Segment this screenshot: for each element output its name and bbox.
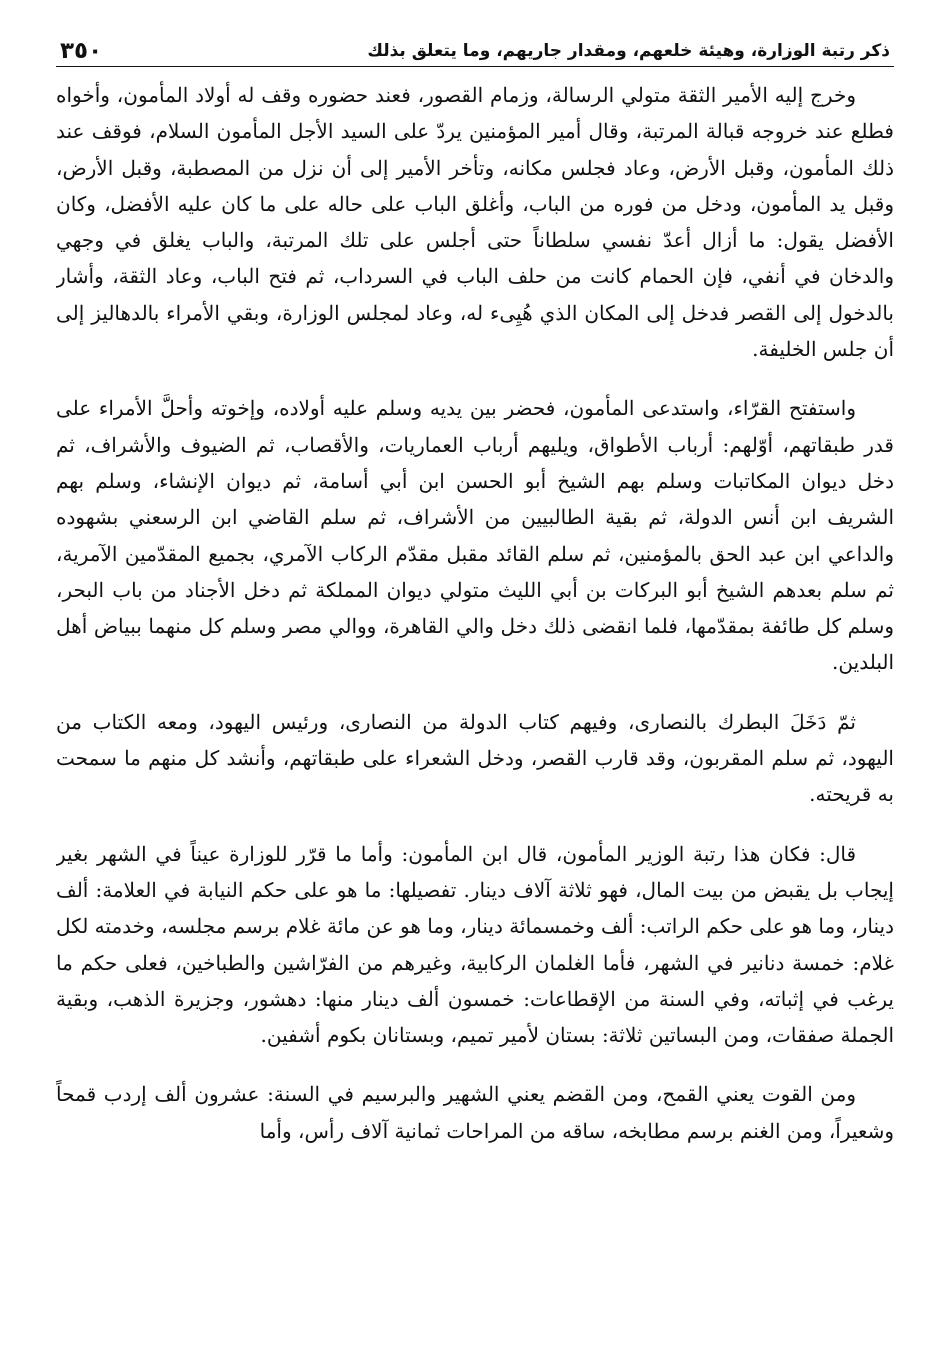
paragraph-2: واستفتح القرّاء، واستدعى المأمون، فحضر بين يديه وسلم عليه أولاده، وإخوته وأحلَّ الأمراء على قدر طبقاتهم، أوّلهم: أرباب الأطواق، ويليهم أرباب العماريات، والأقصاب، ثم الضيوف والأشراف، ثم دخل ديوان المكاتبات وسلم بهم الشيخ أبو الحسن ابن أبي أسامة، ثم ديوان الإنشاء، وسلم بهم الشريف ابن أنس الدولة، ثم بقية الطالبيين من الأشراف، ثم سلم القاضي ابن الرسعني بشهوده والداعي ابن عبد الحق بالمؤمنين، ثم سلم القائد مقبل مقدّم الركاب الآمري، بجميع المقدّمين الآمرية، ثم سلم بعدهم الشيخ أبو البركات بن أبي الليث متولي ديوان المملكة ثم دخل الأجناد من باب البحر، وسلم كل طائفة بمقدّمها، فلما انقضى ذلك دخل والي القاهرة، ووالي مصر وسلم كل منهما ببياض أهل البلدين. <box>56 396 894 675</box>
paragraph-4: قال: فكان هذا رتبة الوزير المأمون، قال ابن المأمون: وأما ما قرّر للوزارة عيناً في الشهر بغير إيجاب بل يقبض من بيت المال، فهو ثلاثة آلاف دينار. تفصيلها: ما هو على حكم النيابة في العلامة: ألف دينار، وما هو على حكم الراتب: ألف وخمسمائة دينار، وما هو عن مائة غلام برسم مجلسه، وخدمته لكل غلام: خمسة دنانير في الشهر، فأما الغلمان الركابية، وغيرهم من الفرّاشين والطباخين، فعلى حكم ما يرغب في إثباته، وفي السنة من الإقطاعات: خمسون ألف دينار منها: دهشور، وجزيرة الذهب، وبقية الجملة صفقات، ومن البساتين ثلاثة: بستان لأمير تميم، وبستانان بكوم أشفين. <box>56 841 894 1048</box>
paragraph-3: ثمّ دَخَلَ البطرك بالنصارى، وفيهم كتاب الدولة من النصارى، ورئيس اليهود، ومعه الكتاب من اليهود، ثم سلم المقربون، وقد قارب القصر، ودخل الشعراء على طبقاتهم، وأنشد كل منهم ما سمحت به قريحته. <box>56 709 894 807</box>
book-page <box>56 28 894 1348</box>
paragraph-5: ومن القوت يعني القمح، ومن القضم يعني الشهير والبرسيم في السنة: عشرون ألف إردب قمحاً وشعيراً، ومن الغنم برسم مطابخه، ساقه من المراحات ثمانية آلاف رأس، وأما <box>56 1082 894 1143</box>
body-text <box>56 77 894 1149</box>
page-number: ٣٥٠ <box>60 38 103 64</box>
paragraph-1: وخرج إليه الأمير الثقة متولي الرسالة، وزمام القصور، فعند حضوره وقف له أولاد المأمون، وأخواه فطلع عند خروجه قبالة المرتبة، وقال أمير المؤمنين يردّ على السيد الأجل المأمون السلام، فوقف عند ذلك المأمون، وقبل الأرض، وعاد فجلس مكانه، وتأخر الأمير إلى أن نزل من المصطبة، وقبل الأرض، وقبل يد المأمون، ودخل من فوره من الباب، وأغلق الباب على حاله على ما كان عليه الأفضل، وكان الأفضل يقول: ما أزال أعدّ نفسي سلطاناً حتى أجلس على تلك المرتبة، والباب يغلق في وجهي والدخان في أنفي، فإن الحمام كانت من حلف الباب في السرداب، ثم فتح الباب، وعاد الثقة، وأشار بالدخول إلى القصر فدخل إلى المكان الذي هُيِىء له، وعاد لمجلس الوزارة، وبقي الأمراء بالدهاليز إلى أن جلس الخليفة. <box>56 83 894 362</box>
running-header <box>56 28 894 67</box>
chapter-heading: ذكر رتبة الوزارة، وهيئة خلعهم، ومقدار جاريهم، وما يتعلق بذلك <box>367 41 890 61</box>
